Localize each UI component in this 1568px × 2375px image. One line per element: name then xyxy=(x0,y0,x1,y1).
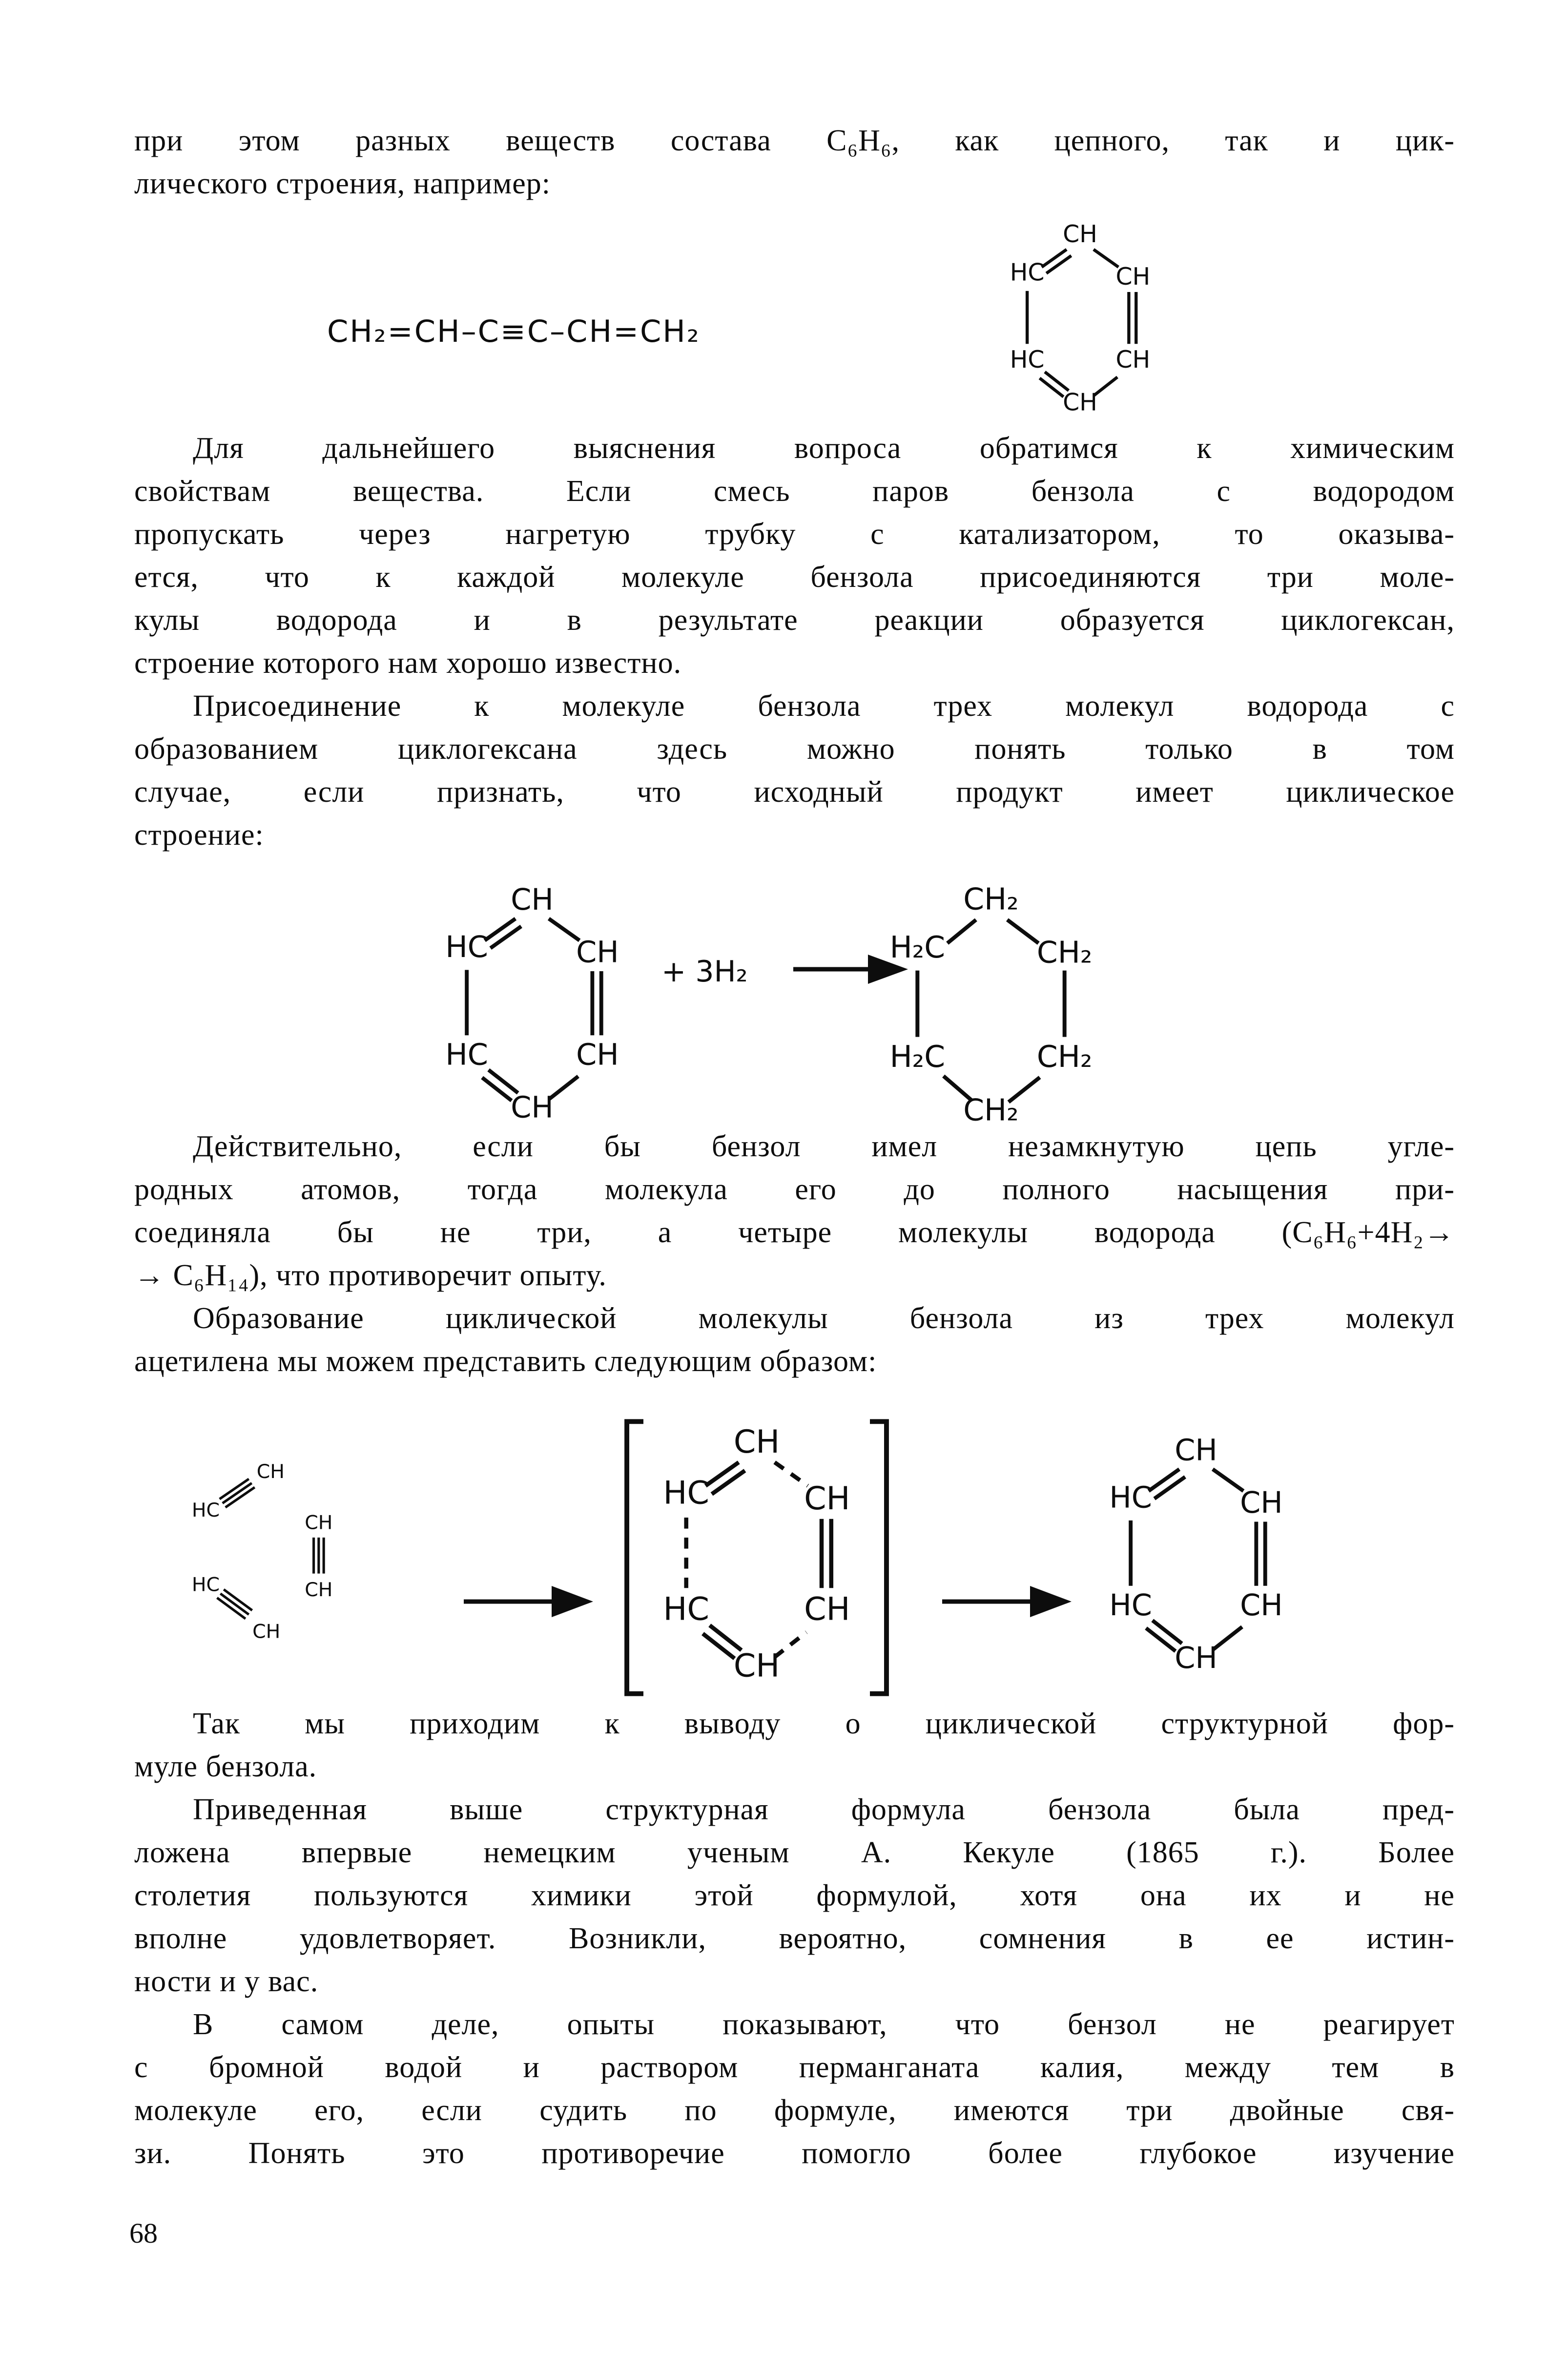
atom-label: HC xyxy=(663,1591,709,1628)
atom-label: CH xyxy=(576,1038,619,1072)
text-line: Для дальнейшего выяснения вопроса обратимся к химическим xyxy=(193,432,1455,465)
benzene-ring xyxy=(1109,1434,1282,1675)
atom-label: CH xyxy=(511,1090,554,1125)
acetylene-molecules xyxy=(192,1460,333,1643)
text-line: кулы водорода и в результате реакции образуется циклогексан, xyxy=(134,604,1455,637)
text-line: с бромной водой и раствором перманганата калия, между тем в xyxy=(134,2051,1455,2084)
text-line: вполне удовлетворяет. Возникли, вероятно, сомнения в ее истин- xyxy=(134,1922,1455,1955)
atom-label: HC xyxy=(445,930,488,965)
atom-label: CH xyxy=(804,1480,850,1517)
reaction-arrow xyxy=(942,1586,1072,1617)
atom-label: HC xyxy=(445,1038,488,1072)
atom-label: CH xyxy=(511,883,554,917)
atom-label: CH₂ xyxy=(963,882,1019,917)
text-line: родных атомов, тогда молекула его до полного насыщения при- xyxy=(134,1173,1455,1206)
benzene-intermediate-bracketed xyxy=(627,1421,887,1693)
atom-label: HC xyxy=(1010,346,1045,374)
atom-label: CH xyxy=(305,1511,333,1534)
text-line: свойствам вещества. Если смесь паров бензола с водородом xyxy=(134,475,1455,508)
diagram-hydrogenation xyxy=(0,876,1568,1143)
text-line: ложена впервые немецким ученым А. Кекуле (1865 г.). Более xyxy=(134,1836,1455,1869)
atom-label: HC xyxy=(663,1475,709,1512)
text-line: Действительно, если бы бензол имел незамкнутую цепь угле- xyxy=(193,1130,1455,1163)
atom-label: HC xyxy=(1109,1588,1152,1623)
left-bracket xyxy=(627,1421,643,1693)
text-line: ется, что к каждой молекуле бензола присоединяются три моле- xyxy=(134,561,1455,594)
plus-3h2-label: + 3H₂ xyxy=(661,955,748,989)
diagram-isomers-c6h6 xyxy=(0,217,1568,425)
atom-label: HC xyxy=(1010,258,1045,287)
text-line: случае, если признать, что исходный продукт имеет циклическое xyxy=(134,775,1455,809)
atom-label: CH xyxy=(1063,388,1097,417)
atom-label: CH xyxy=(1115,263,1151,291)
text-line: столетия пользуются химики этой формулой, хотя она их и не xyxy=(134,1879,1455,1912)
chain-formula: CH₂=CH–C≡C–CH=CH₂ xyxy=(327,313,701,349)
atom-label: HC xyxy=(191,1573,220,1596)
text-line: Образование циклической молекулы бензола из трех молекул xyxy=(193,1302,1455,1335)
text-line: Так мы приходим к выводу о циклической структурной фор- xyxy=(193,1707,1455,1740)
atom-label: CH xyxy=(1115,346,1151,374)
atom-label: CH xyxy=(1175,1641,1217,1675)
text-line: ности и у вас. xyxy=(134,1965,319,1998)
ring xyxy=(663,1424,850,1684)
atom-label: CH₂ xyxy=(1036,1040,1093,1074)
text-line: зи. Понять это противоречие помогло более глубокое изучение xyxy=(134,2137,1455,2170)
text-line: Присоединение к молекуле бензола трех молекул водорода с xyxy=(193,689,1455,723)
atom-label: CH xyxy=(1240,1588,1283,1623)
right-bracket xyxy=(870,1421,887,1693)
text-line: лического строения, например: xyxy=(134,167,551,200)
cyclohexane-ring xyxy=(890,882,1093,1127)
atom-label: HC xyxy=(191,1499,220,1521)
atom-label: CH xyxy=(576,935,619,970)
atom-label: CH₂ xyxy=(963,1093,1019,1128)
atom-label: CH xyxy=(1240,1486,1283,1521)
atom-label: HC xyxy=(1109,1480,1152,1515)
text-line: при этом разных веществ состава C₆H₆, как цепного, так и цик- xyxy=(134,124,1455,157)
atom-label: CH xyxy=(733,1647,780,1685)
text-line: строение: xyxy=(134,818,264,852)
page-number: 68 xyxy=(129,2217,158,2249)
atom-label: CH xyxy=(804,1591,850,1628)
atom-label: CH xyxy=(1175,1433,1217,1468)
atom-label: CH₂ xyxy=(1036,935,1093,970)
text-line: В самом деле, опыты показывают, что бензол не реагирует xyxy=(193,2008,1455,2041)
benzene-ring xyxy=(1010,220,1151,416)
text-line: соединяла бы не три, а четыре молекулы водорода (C₆H₆+4H₂→ xyxy=(134,1216,1455,1249)
reaction-arrow xyxy=(464,1586,593,1617)
text-line: ацетилена мы можем представить следующим образом: xyxy=(134,1345,877,1378)
text-line: образованием циклогексана здесь можно понять только в том xyxy=(134,732,1455,766)
atom-label: CH xyxy=(733,1423,780,1460)
atom-label: CH xyxy=(252,1620,281,1643)
text-line: молекуле его, если судить по формуле, имеются три двойные свя- xyxy=(134,2094,1455,2127)
text-line: Приведенная выше структурная формула бензола была пред- xyxy=(193,1793,1455,1826)
text-line: пропускать через нагретую трубку с катализатором, то оказыва- xyxy=(134,518,1455,551)
atom-label: CH xyxy=(305,1578,333,1601)
atom-label: CH xyxy=(256,1460,285,1483)
benzene-ring xyxy=(445,883,619,1125)
text-line: муле бензола. xyxy=(134,1750,317,1783)
atom-label: H₂C xyxy=(889,1040,946,1074)
text-line: → C₆H₁₄), что противоречит опыту. xyxy=(134,1259,607,1292)
atom-label: CH xyxy=(1063,220,1097,248)
text-line: строение которого нам хорошо известно. xyxy=(134,646,682,680)
atom-label: H₂C xyxy=(889,930,946,965)
diagram-acetylene-trimerization xyxy=(0,1411,1568,1704)
